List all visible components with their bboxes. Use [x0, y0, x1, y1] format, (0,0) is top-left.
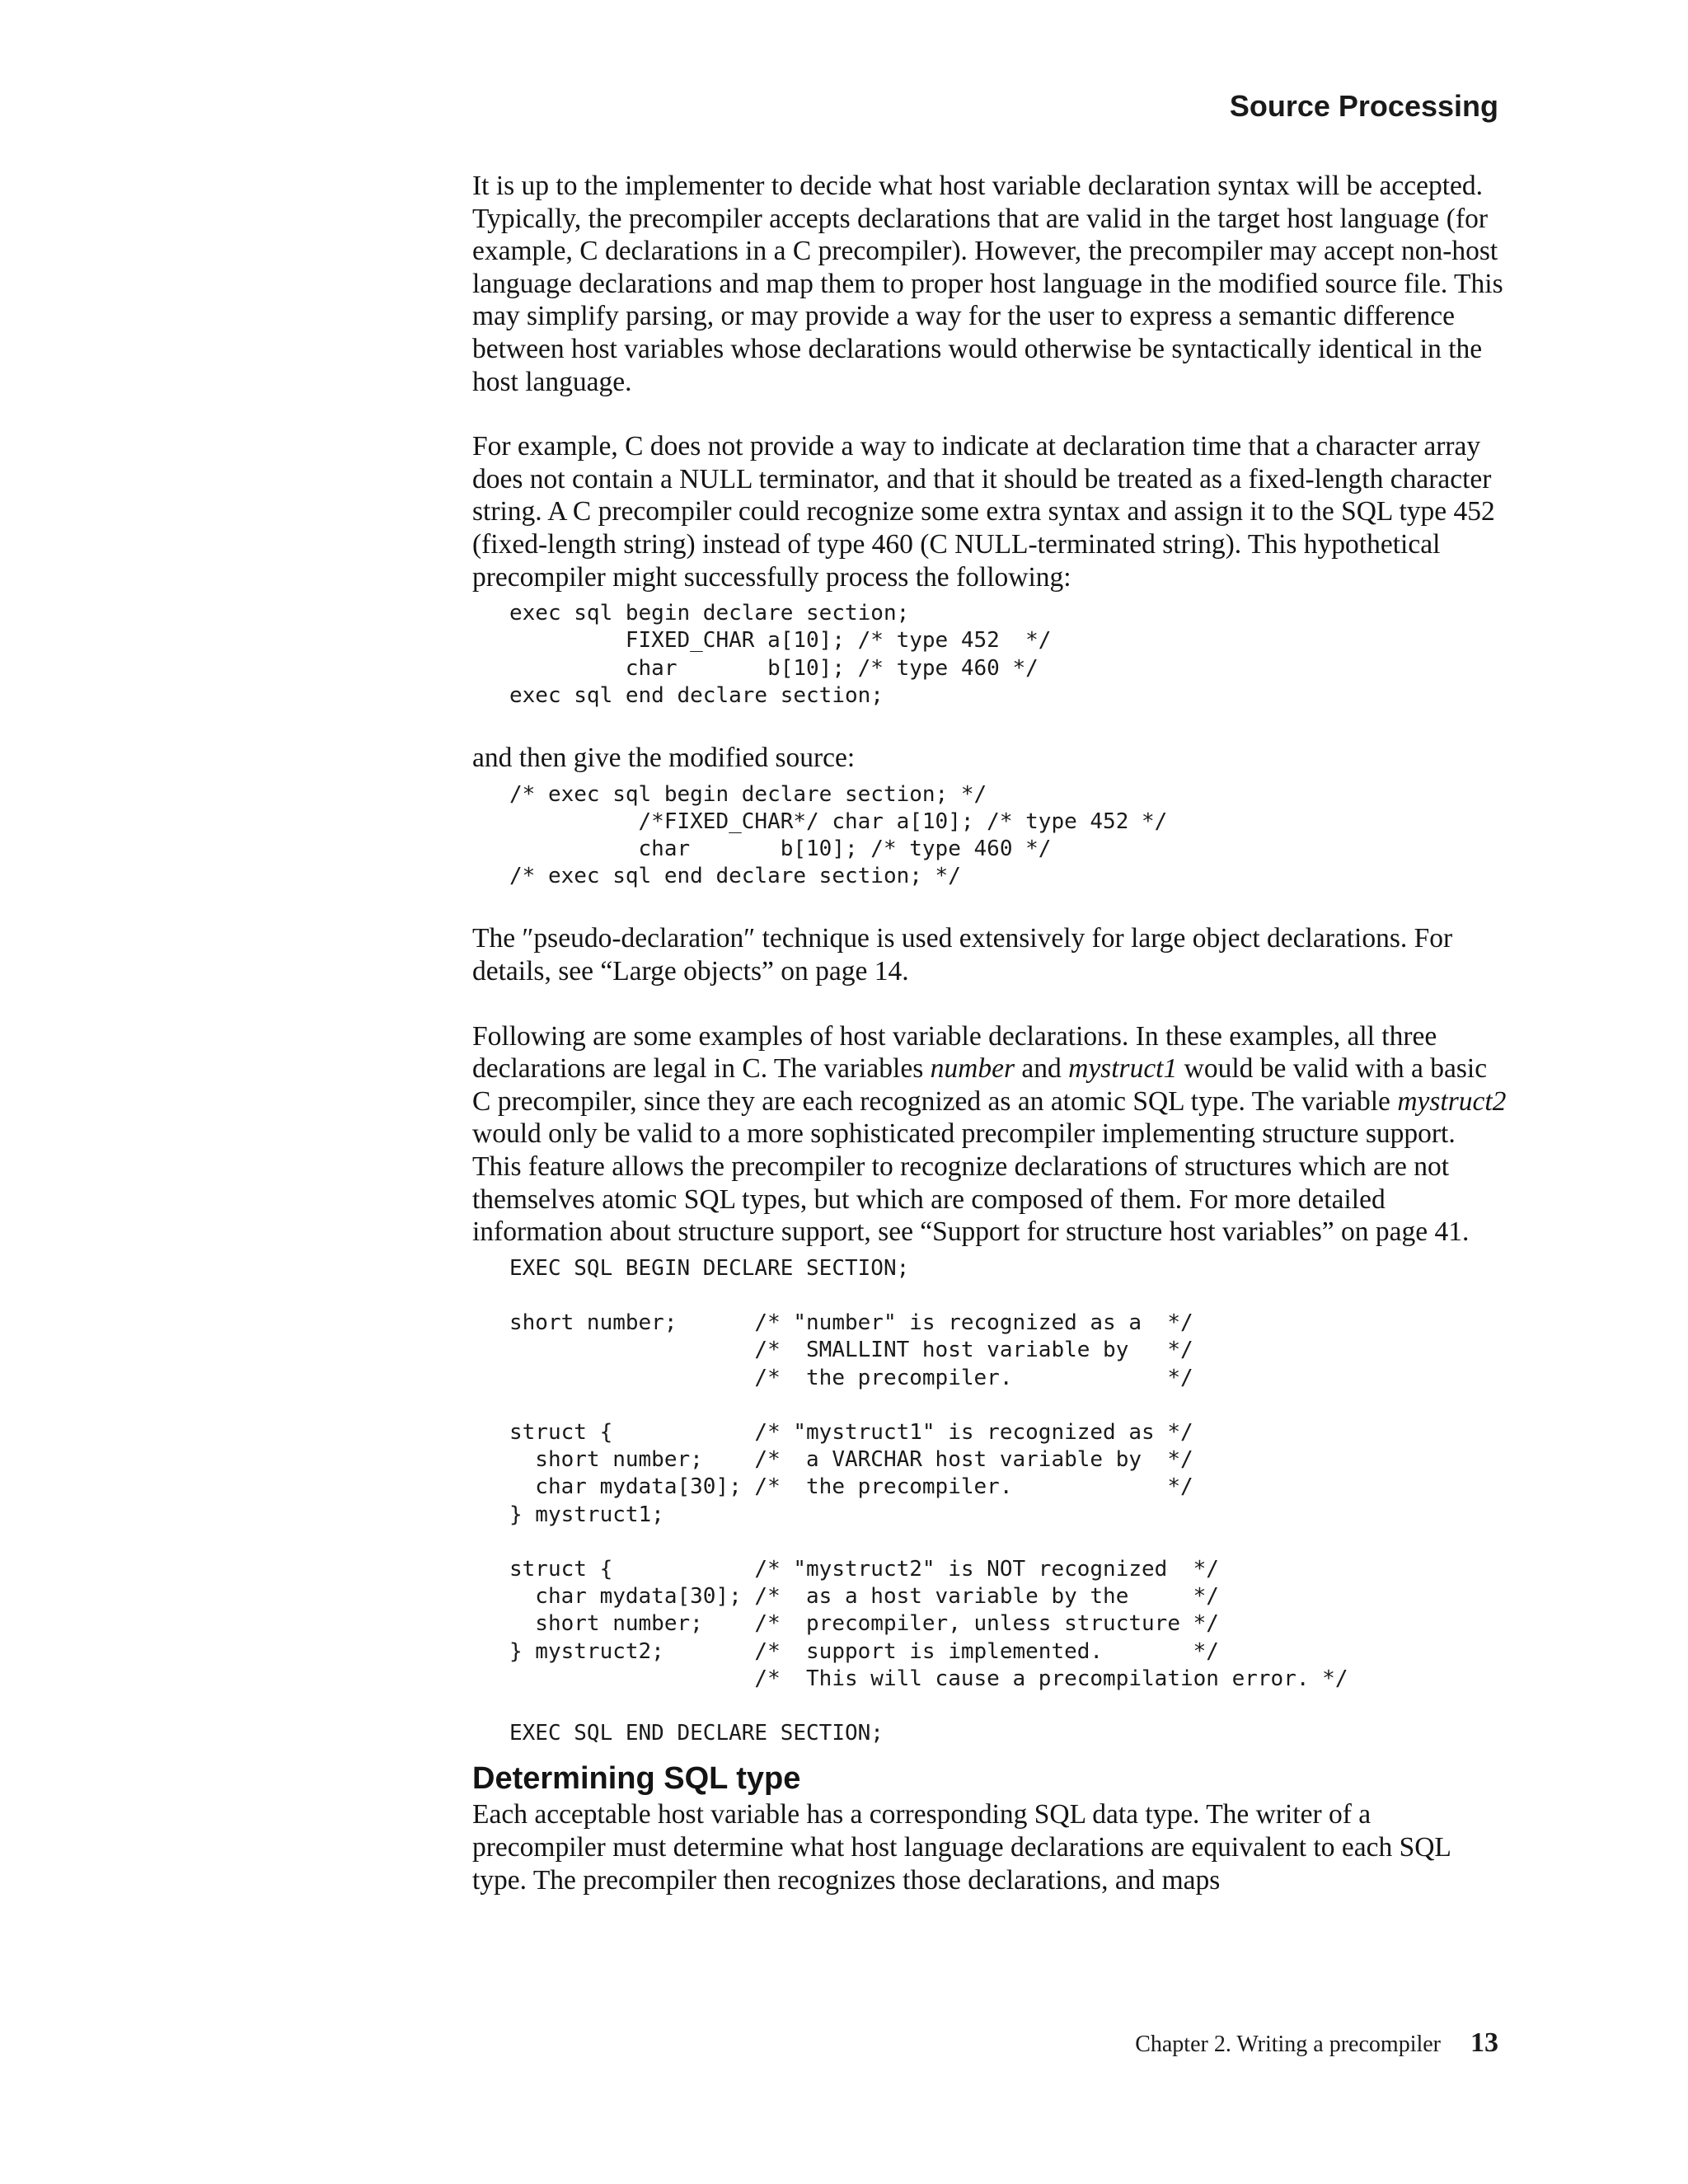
text-run: Following are some examples of host variable declarations. In these examples, all three declarations are legal in C. The variables [472, 1020, 1437, 1085]
italic-term-mystruct1: mystruct1 [1068, 1053, 1178, 1085]
text-run: would only be valid to a more sophisticated precompiler implementing structure support. This feature allows the precompiler to recognize declarations of structures which are not themselves atomic SQL types, but which are composed of them. For more detailed information about structure support, see “Support for structure host variables” on page 41. [472, 1118, 1470, 1248]
chapter-title: Chapter 2. Writing a precompiler [1135, 2032, 1441, 2057]
text-run: and [1015, 1053, 1069, 1085]
paragraph-modified-source: and then give the modified source: [472, 742, 856, 773]
paragraph-c-example: For example, C does not provide a way to indicate at declaration time that a character array does not contain a NULL terminator, and that it should be treated as a fixed-length character string. A C precompiler could recognize some extra syntax and assign it to the SQL type 452 (fixed-length string) instead of type 460 (C NULL-terminated string). This hypothetical precompiler might successfully process the following: [472, 431, 1495, 593]
italic-term-number: number [930, 1053, 1015, 1085]
paragraph-sql-type: Each acceptable host variable has a corresponding SQL data type. The writer of a precompiler must determine what host language declarations are equivalent to each SQL type. The precompiler then recognizes those declarations, and maps [472, 1799, 1451, 1896]
paragraph-declaration-examples [472, 1020, 1507, 1249]
page-number: 13 [1470, 2027, 1498, 2058]
code-block-fixed-char: exec sql begin declare section; FIXED_CHAR a[10]; /* type 452 */ char b[10]; /* type 460 */ exec sql end declare section; [509, 601, 1052, 708]
page-footer [1135, 2027, 1498, 2059]
text-run: would be valid with a basic C precompiler, since they are each recognized as an atomic SQL type. The variable [472, 1053, 1488, 1117]
code-block-declare-section: EXEC SQL BEGIN DECLARE SECTION; short number; /* "number" is recognized as a */ /* SMALLINT host variable by */ /* the precompiler. */ struct { /* "mystruct1" is recognized as */ short number; /* a VARCHAR host variable by */ char mydata[30]; /* the precompiler. */ } mystruct1; struct { /* "mystruct2" is NOT recognized */ char mydata[30]; /* as a host variable by the */ short number; /* precompiler, unless structure */ } mystruct2; /* support is implemented. */ /* This will cause a precompilation error. */ EXEC SQL END DECLARE SECTION; [509, 1255, 1348, 1746]
paragraph-pseudo-declaration: The ″pseudo-declaration″ technique is used extensively for large object declarations. For details, see “Large objects” on page 14. [472, 923, 1453, 987]
section-heading: Determining SQL type [472, 1761, 801, 1797]
body-text [472, 170, 1507, 1929]
running-header: Source Processing [1229, 89, 1498, 123]
code-block-modified-source: /* exec sql begin declare section; */ /*FIXED_CHAR*/ char a[10]; /* type 452 */ char b[10]; /* type 460 */ /* exec sql end declare section; */ [509, 781, 1168, 889]
paragraph-host-variable-syntax: It is up to the implementer to decide what host variable declaration syntax will be accepted. Typically, the precompiler accepts declarations that are valid in the target host language (for example, C declarations in a C precompiler). However, the precompiler may accept non-host language declarations and map them to proper host language in the modified source file. This may simplify parsing, or may provide a way for the user to express a semantic difference between host variables whose declarations would otherwise be syntactically identical in the host language. [472, 171, 1503, 397]
italic-term-mystruct2: mystruct2 [1397, 1085, 1507, 1117]
